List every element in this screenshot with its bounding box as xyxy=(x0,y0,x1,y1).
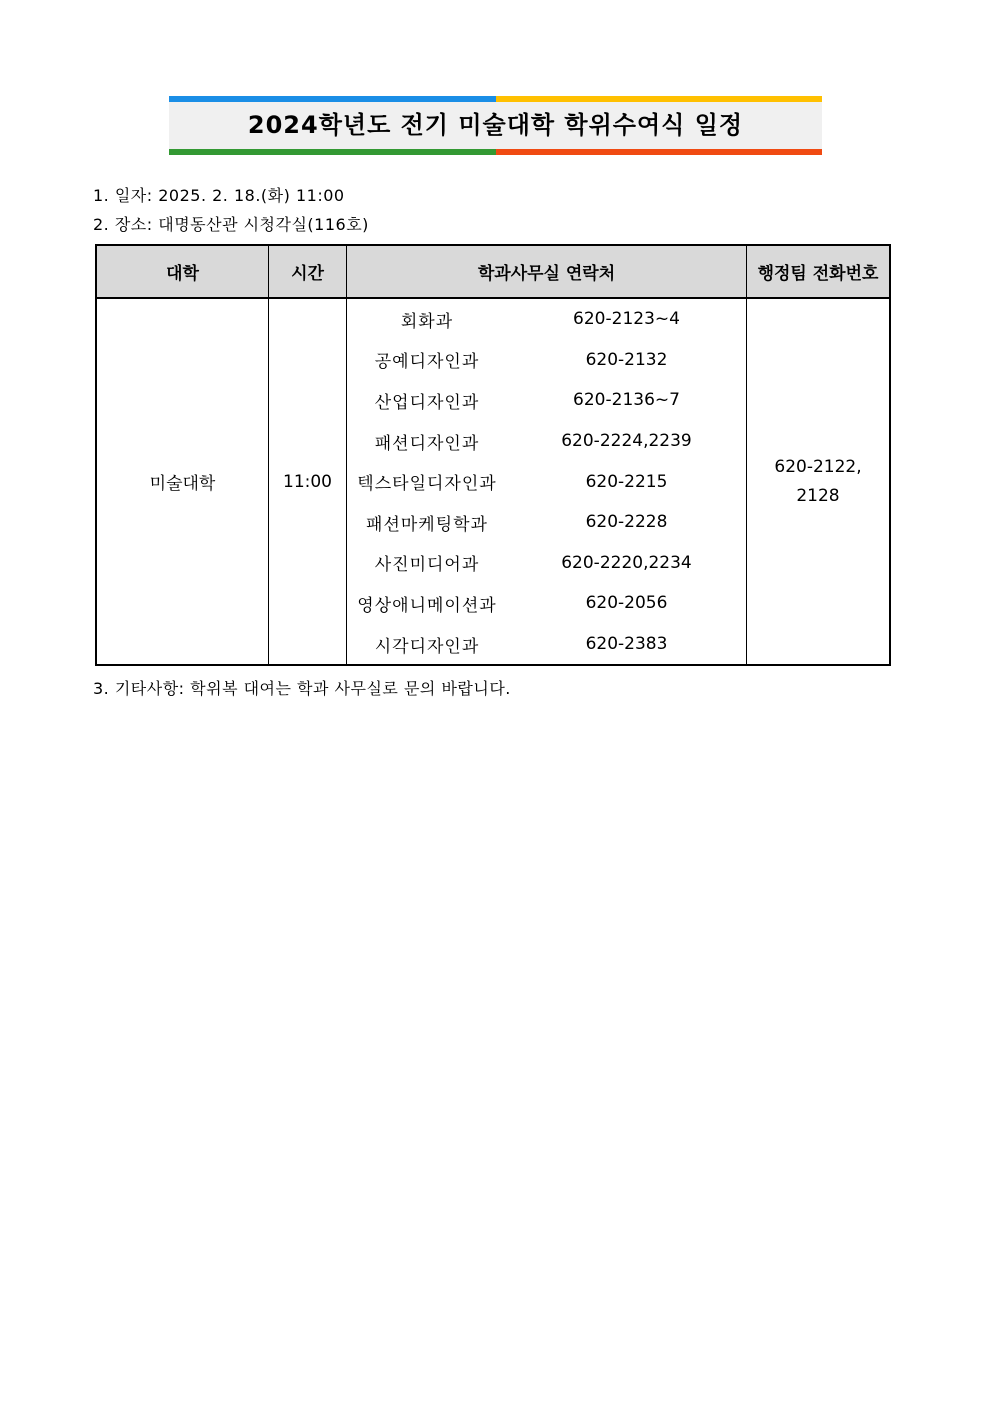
info-place: 2. 장소: 대명동산관 시청각실(116호) xyxy=(93,215,369,234)
department-row xyxy=(347,380,746,421)
department-name: 텍스타일디자인과 xyxy=(357,474,497,495)
department-name: 회화과 xyxy=(400,311,454,332)
department-row xyxy=(347,502,746,543)
title-banner xyxy=(169,96,822,155)
header-time: 시간 xyxy=(269,245,347,298)
info-date: 1. 일자: 2025. 2. 18.(화) 11:00 xyxy=(93,186,345,205)
department-row xyxy=(347,299,746,340)
header-admin: 행정팀 전화번호 xyxy=(747,245,891,298)
table-header-row xyxy=(96,245,890,298)
page-title: 2024학년도 전기 미술대학 학위수여식 일정 xyxy=(247,111,744,139)
department-phone: 620-2220,2234 xyxy=(561,552,692,573)
time-cell: 11:00 xyxy=(269,298,347,665)
department-row xyxy=(347,624,746,665)
admin-phone-line1: 620-2122, xyxy=(774,456,862,477)
department-phone: 620-2383 xyxy=(585,634,668,655)
info-etc: 3. 기타사항: 학위복 대여는 학과 사무실로 문의 바랍니다. xyxy=(93,679,511,698)
table-row xyxy=(96,298,890,665)
department-name: 산업디자인과 xyxy=(374,392,480,413)
department-list xyxy=(347,298,747,665)
admin-phone-line2: 2128 xyxy=(796,485,840,506)
department-row xyxy=(347,421,746,462)
department-name: 시각디자인과 xyxy=(374,636,480,657)
title-bar-bottom-left xyxy=(169,149,496,155)
department-row xyxy=(347,583,746,624)
department-phone: 620-2132 xyxy=(585,349,668,370)
schedule-table xyxy=(95,244,891,666)
department-phone: 620-2228 xyxy=(585,512,668,533)
department-phone: 620-2136~7 xyxy=(573,390,680,411)
department-name: 영상애니메이션과 xyxy=(357,595,497,616)
header-office: 학과사무실 연락처 xyxy=(347,245,747,298)
college-cell: 미술대학 xyxy=(96,298,269,665)
department-phone: 620-2123~4 xyxy=(573,309,680,330)
header-college: 대학 xyxy=(96,245,269,298)
department-phone: 620-2056 xyxy=(585,593,668,614)
department-name: 패션마케팅학과 xyxy=(366,514,488,535)
department-row xyxy=(347,340,746,381)
department-name: 사진미디어과 xyxy=(374,555,480,576)
department-row xyxy=(347,543,746,584)
department-phone: 620-2224,2239 xyxy=(561,431,692,452)
title-bar-bottom-right xyxy=(496,149,822,155)
department-phone: 620-2215 xyxy=(585,471,668,492)
admin-phone-cell xyxy=(747,298,891,665)
department-row xyxy=(347,461,746,502)
department-name: 패션디자인과 xyxy=(374,433,480,454)
department-name: 공예디자인과 xyxy=(374,352,480,373)
